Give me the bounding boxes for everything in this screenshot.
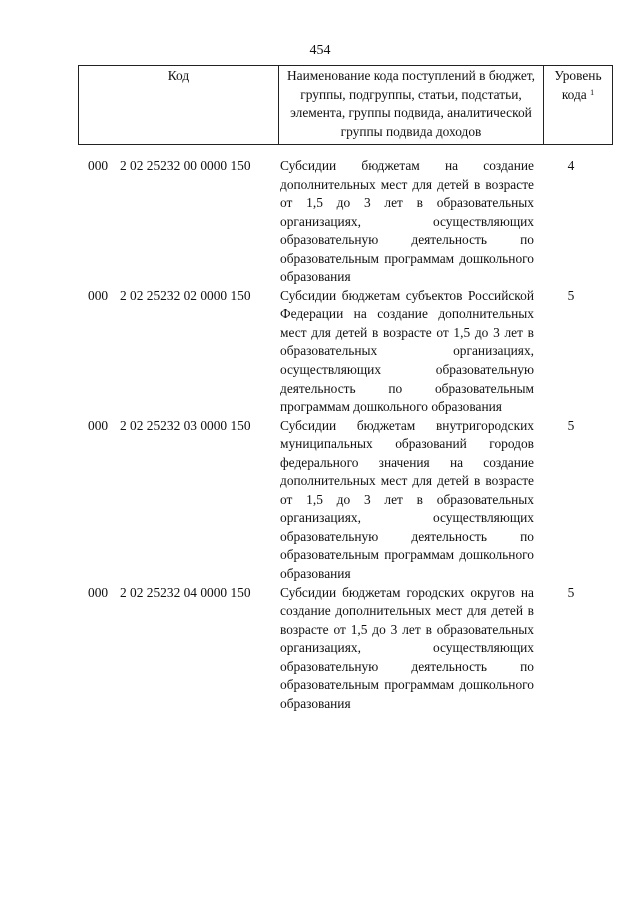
- header-name: Наименование кода поступлений в бюджет, группы, подгруппы, статьи, подстатьи, элемента, группы подвида, аналитической группы подвида доходов: [279, 66, 544, 145]
- header-level-label: Уровень кода: [554, 68, 602, 102]
- row-admin-code: 000: [88, 287, 109, 303]
- row-level: 5: [567, 584, 575, 600]
- row-code: 2 02 25232 02 0000 150: [120, 287, 251, 303]
- table-row: [78, 287, 608, 417]
- header-level: [544, 66, 613, 145]
- row-level: 4: [567, 158, 575, 173]
- row-admin-code: 000: [88, 417, 109, 433]
- row-name: Субсидии бюджетам субъектов Российской Федерации на создание дополнительных мест для детей в возрасте от 1,5 до 3 лет в образовательных организациях, осуществляющих образовательную деятельность по образовательным программам дошкольного образования: [280, 287, 534, 415]
- row-name: Субсидии бюджетам внутригородских муниципальных образований городов федерального значения на создание дополнительных мест для детей в возрасте от 1,5 до 3 лет в образовательных организациях, осуществляющих образовательную деятельность по образовательным программам дошкольного образования: [280, 417, 534, 582]
- row-admin-code: 000: [88, 584, 109, 600]
- header-code: Код: [79, 66, 279, 145]
- row-name: Субсидии бюджетам городских округов на создание дополнительных мест для детей в возрасте от 1,5 до 3 лет в образовательных организациях, осуществляющих образовательную деятельность по образовательным программам дошкольного образования: [280, 584, 534, 711]
- row-level: 5: [567, 287, 575, 303]
- header-level-footnote: 1: [590, 87, 595, 97]
- row-code: 2 02 25232 04 0000 150: [120, 584, 251, 600]
- row-admin-code: 000: [88, 158, 109, 173]
- row-name: Субсидии бюджетам на создание дополнительных мест для детей в возрасте от 1,5 до 3 лет в образовательных организациях, осуществляющих образовательную деятельность по образовательным программам дошкольного образования: [280, 158, 534, 285]
- row-code: 2 02 25232 00 0000 150: [120, 158, 251, 173]
- table-body: [78, 157, 608, 713]
- table-row: [78, 584, 608, 714]
- row-level: 5: [567, 417, 575, 433]
- table-header: [78, 65, 613, 145]
- table-row: [78, 417, 608, 584]
- page-number: 454: [309, 43, 331, 58]
- table-row: [78, 157, 608, 287]
- row-code: 2 02 25232 03 0000 150: [120, 417, 251, 433]
